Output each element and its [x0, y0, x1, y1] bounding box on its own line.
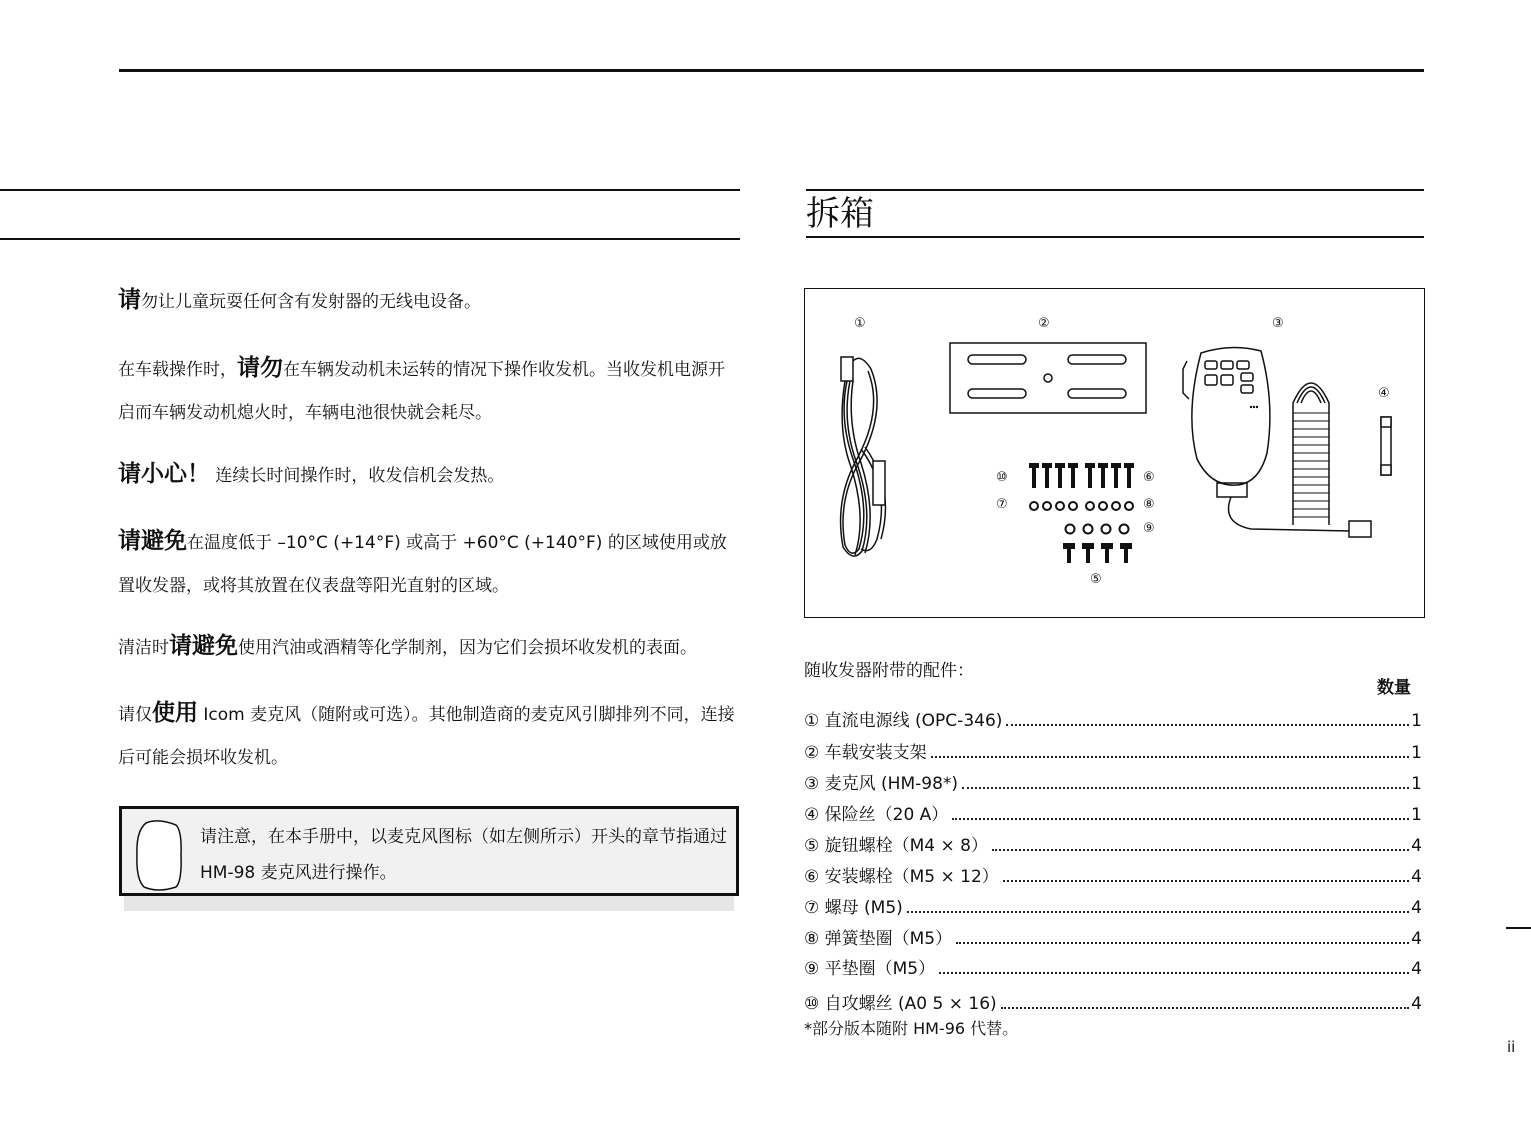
figure-number-8: ⑧: [1143, 497, 1155, 512]
accessory-label: ⑦ 螺母 (M5): [804, 898, 903, 918]
left-header-rule-top: [0, 189, 740, 191]
accessory-qty: 4: [1411, 836, 1422, 856]
warning-paragraph-3: [118, 453, 740, 498]
edge-tab-mark: [1506, 927, 1531, 929]
warning-paragraph-4: [118, 520, 740, 608]
accessory-qty: 1: [1411, 774, 1422, 794]
fuse-illustration: [1379, 415, 1393, 477]
accessory-qty: 4: [1411, 867, 1422, 887]
emphasis: 请避免: [118, 528, 187, 554]
mounting-bracket-illustration: [948, 341, 1150, 417]
paragraph-prefix: 在车载操作时，: [118, 360, 237, 380]
figure-number-2: ②: [1038, 316, 1050, 331]
emphasis: 请勿: [237, 355, 283, 381]
right-header-rule-top: [806, 189, 1424, 191]
emphasis: 使用: [152, 700, 198, 726]
warning-paragraph-6: [118, 692, 740, 780]
accessories-intro: 随收发器附带的配件：: [804, 661, 974, 681]
paragraph-prefix: 请仅: [118, 705, 152, 725]
leader-dots: [956, 942, 1409, 944]
accessory-row: [804, 707, 1422, 731]
warning-paragraph-2: [118, 347, 740, 435]
leader-dots: [1003, 880, 1409, 882]
leader-dots: [992, 849, 1409, 851]
accessory-row: [804, 990, 1422, 1014]
quantity-header: 数量: [1377, 678, 1411, 698]
note-text: 请注意，在本手册中，以麦克风图标（如左侧所示）开头的章节指通过 HM-98 麦克风进行操作。: [200, 827, 727, 883]
figure-number-5: ⑤: [1090, 572, 1102, 587]
accessory-row: [804, 801, 1422, 825]
page-title: 拆箱: [806, 194, 874, 234]
figure-number-7: ⑦: [996, 497, 1008, 512]
figure-number-9: ⑨: [1143, 521, 1155, 536]
figure-number-6: ⑥: [1143, 470, 1155, 485]
figure-number-3: ③: [1272, 316, 1284, 331]
microphone-icon: [132, 819, 184, 891]
accessories-figure: [804, 288, 1425, 618]
accessory-label: ④ 保险丝（20 A）: [804, 805, 949, 825]
page-number: ii: [1507, 1038, 1516, 1056]
accessory-label: ① 直流电源线 (OPC-346): [804, 711, 1003, 731]
warning-paragraph-5: [118, 625, 740, 670]
accessory-label: ⑨ 平垫圈（M5）: [804, 959, 936, 979]
paragraph-text: 在车辆发动机未运转的情况下操作收发机。当收发机电源开启而车辆发动机熄火时，车辆电池很快就会耗尽。: [118, 360, 725, 423]
emphasis: 请: [118, 287, 141, 313]
leader-dots: [962, 787, 1409, 789]
accessory-label: ⑤ 旋钮螺栓（M4 × 8）: [804, 836, 988, 856]
accessory-label: ⑥ 安装螺栓（M5 × 12）: [804, 867, 999, 887]
accessory-row: [804, 863, 1422, 887]
top-rule: [119, 69, 1424, 72]
accessory-qty: 4: [1411, 994, 1422, 1014]
leader-dots: [952, 818, 1409, 820]
accessory-qty: 1: [1411, 743, 1422, 763]
right-header-rule-bottom: [806, 236, 1424, 238]
screws-illustration: [1027, 461, 1137, 491]
knob-bolts-illustration: [1061, 541, 1137, 565]
accessory-row: [804, 770, 1422, 794]
microphone-illustration: [1181, 343, 1389, 543]
accessory-label: ② 车载安装支架: [804, 743, 927, 763]
paragraph-text: 在温度低于 –10°C (+14°F) 或高于 +60°C (+140°F) 的区域使用或放置收发器，或将其放置在仪表盘等阳光直射的区域。: [118, 533, 727, 596]
accessory-qty: 1: [1411, 805, 1422, 825]
emphasis: 请避免: [169, 633, 238, 659]
warning-paragraph-1: [118, 279, 740, 324]
paragraph-prefix: 清洁时: [118, 638, 169, 658]
accessory-qty: 4: [1411, 898, 1422, 918]
accessory-qty: 4: [1411, 959, 1422, 979]
footnote: *部分版本随附 HM-96 代替。: [804, 1019, 1019, 1038]
emphasis: 请小心！: [118, 461, 210, 487]
leader-dots: [939, 972, 1409, 974]
accessory-qty: 1: [1411, 711, 1422, 731]
paragraph-text: 勿让儿童玩耍任何含有发射器的无线电设备。: [141, 292, 481, 312]
accessory-row: [804, 739, 1422, 763]
paragraph-text: 连续长时间操作时，收发信机会发热。: [210, 466, 505, 486]
leader-dots: [1006, 724, 1409, 726]
leader-dots: [1001, 1007, 1410, 1009]
paragraph-text: Icom 麦克风（随附或可选）。其他制造商的麦克风引脚排列不同，连接后可能会损坏收发机。: [118, 705, 735, 768]
dc-power-cable-illustration: [831, 349, 903, 561]
leader-dots: [931, 756, 1410, 758]
accessory-row: [804, 955, 1422, 979]
note-box: [119, 806, 739, 896]
figure-number-1: ①: [854, 316, 866, 331]
flat-washers-illustration: [1063, 522, 1137, 536]
paragraph-text: 使用汽油或酒精等化学制剂，因为它们会损坏收发机的表面。: [238, 638, 697, 658]
accessory-row: [804, 925, 1422, 949]
nuts-and-spring-washers-illustration: [1027, 499, 1137, 513]
accessory-label: ⑩ 自攻螺丝 (A0 5 × 16): [804, 994, 997, 1014]
left-header-rule-bottom: [0, 238, 740, 240]
accessory-qty: 4: [1411, 929, 1422, 949]
accessory-label: ③ 麦克风 (HM-98*): [804, 774, 959, 794]
figure-number-4: ④: [1378, 386, 1390, 401]
accessory-row: [804, 894, 1422, 918]
figure-number-10: ⑩: [996, 470, 1008, 485]
accessory-row: [804, 832, 1422, 856]
accessory-label: ⑧ 弹簧垫圈（M5）: [804, 929, 953, 949]
leader-dots: [907, 911, 1409, 913]
